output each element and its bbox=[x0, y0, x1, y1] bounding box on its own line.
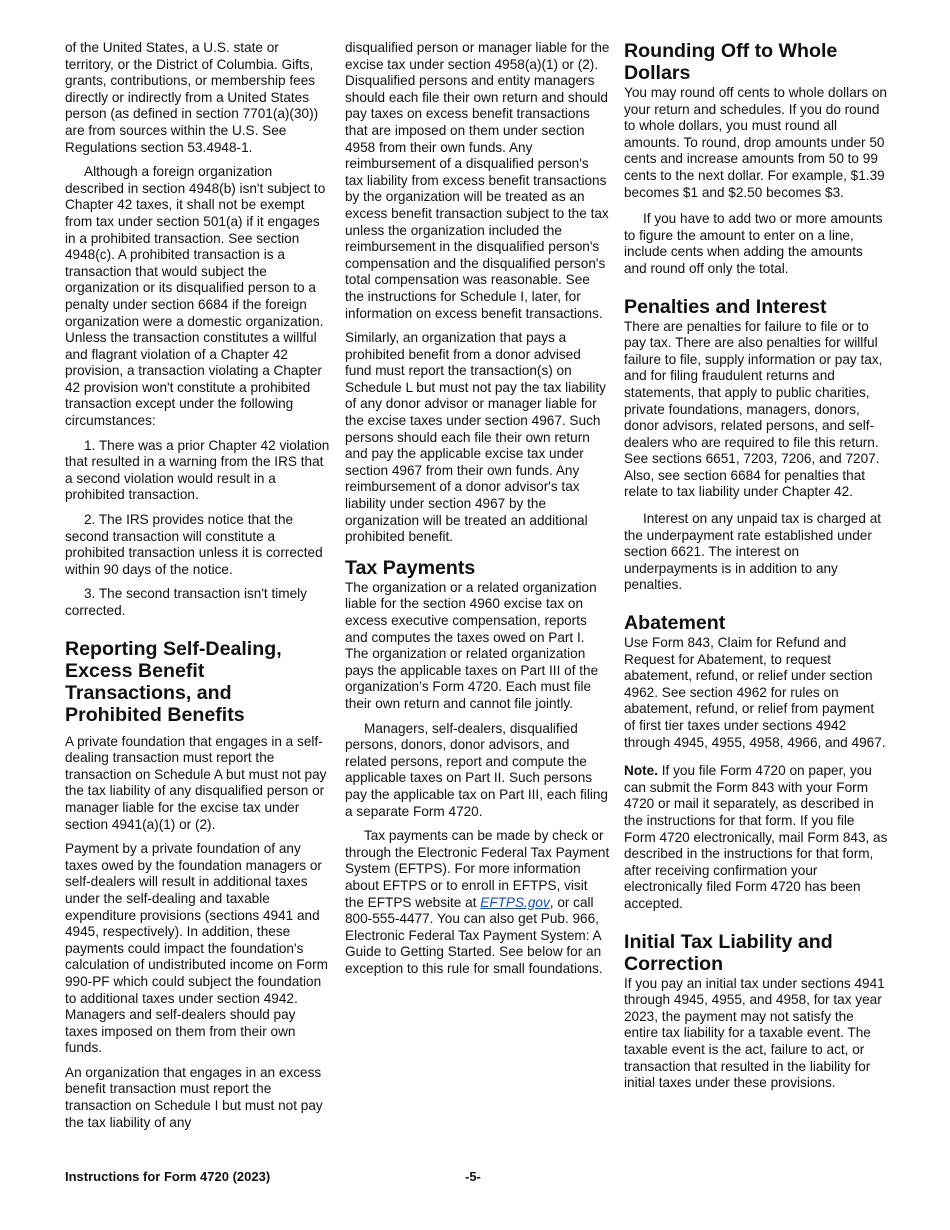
section-heading-rounding: Rounding Off to Whole Dollars bbox=[624, 40, 838, 84]
paragraph: Payment by a private foundation of any taxes owed by the foundation managers or self-dealers will result in additional taxes under the self-dealing and taxable expenditure provisions (sections 4941 and 4945, respectively). In addition, these payments could impact the foundation's calculation of undistributed income on Form 990-PF which could subject the foundation to additional taxes under section 4942. Managers and self-dealers should pay taxes imposed on them from their own funds. bbox=[65, 841, 328, 1056]
list-item: 2. The IRS provides notice that the second transaction will constitute a prohibited transaction unless it is corrected within 90 days of the notice. bbox=[65, 512, 323, 577]
column-right bbox=[624, 40, 889, 1100]
section-heading-reporting: Reporting Self-Dealing, Excess Benefit Transactions, and Prohibited Benefits bbox=[65, 637, 282, 726]
column-left bbox=[65, 40, 330, 1139]
section-heading-initial-tax: Initial Tax Liability and Correction bbox=[624, 930, 833, 975]
text-run: , or call 800-555-4477. You can also get Pub. 966, Electronic Federal Tax Payment System: A Guide to Getting Started. See below for an exception to this rule for small foundations. bbox=[345, 894, 603, 976]
list-item: 1. There was a prior Chapter 42 violation that resulted in a warning from the IRS that a second violation would result in a prohibited transaction. bbox=[65, 437, 330, 503]
paragraph: An organization that engages in an excess benefit transaction must report the transaction on Schedule I but must not pay the tax liability of any bbox=[65, 1064, 323, 1130]
paragraph: If you pay an initial tax under sections 4941 through 4945, 4955, and 4958, for tax year 2023, the payment may not satisfy the entire tax liability for a taxable event. The taxable event is the act, failure to act, or transaction that resulted in the liability for initial taxes under these provisions. bbox=[624, 975, 885, 1091]
footer-form-title: Instructions for Form 4720 (2023) bbox=[65, 1169, 271, 1184]
eftps-link[interactable]: EFTPS.gov bbox=[480, 894, 550, 910]
section-heading-abatement: Abatement bbox=[624, 612, 726, 635]
paragraph: Similarly, an organization that pays a prohibited benefit from a donor advised fund must report the transaction(s) on Schedule L but must not pay the tax liability of any donor advisor or manager liable for the excise taxes under section 4967. Such persons should each file their own return and pay the applicable excise tax under section 4967 from their own funds. Any reimbursement of a donor advisor's tax liability under section 4967 by the organization will be treated an additional prohibited benefit. bbox=[345, 330, 606, 545]
paragraph: You may round off cents to whole dollars on your return and schedules. If you do round to whole dollars, you must round all amounts. To round, drop amounts under 50 cents and increase amounts from 50 to 99 cents to the next dollar. For example, $1.39 becomes $1 and $2.50 becomes $3. bbox=[624, 85, 887, 200]
note-label: Note. bbox=[624, 763, 658, 779]
paragraph: The organization or a related organization liable for the section 4960 excise tax on excess executive compensation, reports and computes the taxes owed on Part I. The organization or related organization pays the applicable taxes on Part III of the organization’s Form 4720. Each must file their own return and cannot file jointly. bbox=[345, 579, 599, 711]
paragraph: Although a foreign organization described in section 4948(b) isn't subject to Chapter 42 taxes, it shall not be exempt from tax under section 501(a) if it engages in a prohibited transaction. See section 4948(c). A prohibited transaction is a transaction that would subject the organization or its disqualified person to a penalty under section 6684 if the foreign organization were a domestic organization. Unless the transaction constitutes a willful and flagrant violation of a Chapter 42 provision, a transaction violating a Chapter 42 provision won't constitute a prohibited transaction except under the following circumstances: bbox=[65, 164, 326, 429]
text-run: Tax payments can be made by check or through the Electronic Federal Tax Payment System (EFTPS). For more information about EFTPS or to enroll in EFTPS, visit the EFTPS website at bbox=[345, 828, 610, 910]
paragraph: Managers, self-dealers, disqualified persons, donors, donor advisors, and related persons, report and compute the applicable taxes on Part II. Such persons pay the applicable tax on Part III, each filing a separate Form 4720. bbox=[345, 720, 608, 819]
paragraph: If you have to add two or more amounts to figure the amount to enter on a line, include cents when adding the amounts and round off only the total. bbox=[624, 211, 883, 276]
note-paragraph bbox=[624, 763, 889, 912]
paragraph: Interest on any unpaid tax is charged at the underpayment rate established under section 6621. The interest on underpayments is in addition to any penalties. bbox=[624, 511, 882, 593]
paragraph: disqualified person or manager liable for the excise tax under section 4958(a)(1) or (2). Disqualified persons and entity managers should each file their own return and should pay taxes on excess benefit transactions that are imposed on them under section 4958 from their own funds. Any reimbursement of a disqualified person's tax liability from excess benefit transactions by the organization will be treated as an excess benefit transaction subject to the tax unless the organization included the reimbursement in the disqualified person's compensation and the disqualified person's total compensation was reasonable. See the instructions for Schedule I, later, for information on excess benefit transactions. bbox=[345, 40, 610, 321]
paragraph: Use Form 843, Claim for Refund and Request for Abatement, to request abatement, refund, or relief under section 4962. See section 4962 for rules on abatement, refund, or relief from payment of first tier taxes under sections 4942 through 4945, 4955, 4958, 4966, and 4967. bbox=[624, 635, 886, 750]
paragraph: There are penalties for failure to file or to pay tax. There are also penalties for willful failure to file, supply information or pay tax, and for filing fraudulent returns and statements, that apply to public charities, private foundations, managers, donors, donor advisors, related persons, and self-dealers who are required to file this return. See sections 6651, 7203, 7206, and 7207. Also, see section 6684 for penalties that relate to tax liability under Chapter 42. bbox=[624, 318, 883, 500]
paragraph bbox=[345, 828, 610, 977]
paragraph: of the United States, a U.S. state or territory, or the District of Columbia. Gifts, grants, contributions, or membership fees directly or indirectly from a United States person (as defined in section 7701(a)(30)) are from sources within the U.S. See Regulations section 53.4948-1. bbox=[65, 40, 319, 155]
section-heading-tax-payments: Tax Payments bbox=[345, 556, 476, 579]
section-heading-penalties: Penalties and Interest bbox=[624, 295, 827, 318]
page-number: -5- bbox=[465, 1169, 481, 1184]
column-middle bbox=[345, 40, 610, 985]
paragraph: A private foundation that engages in a self-dealing transaction must report the transaction on Schedule A but must not pay the tax liability of any disqualified person or manager liable for the excise tax under section 4941(a)(1) or (2). bbox=[65, 733, 327, 832]
text-run: If you file Form 4720 on paper, you can submit the Form 843 with your Form 4720 or mail it separately, as described in the instructions for that form. If you file Form 4720 electronically, mail Form 843, as described in the instructions for that form, after receiving confirmation your electronically filed Form 4720 has been accepted. bbox=[624, 763, 888, 911]
list-item: 3. The second transaction isn't timely corrected. bbox=[65, 586, 307, 618]
